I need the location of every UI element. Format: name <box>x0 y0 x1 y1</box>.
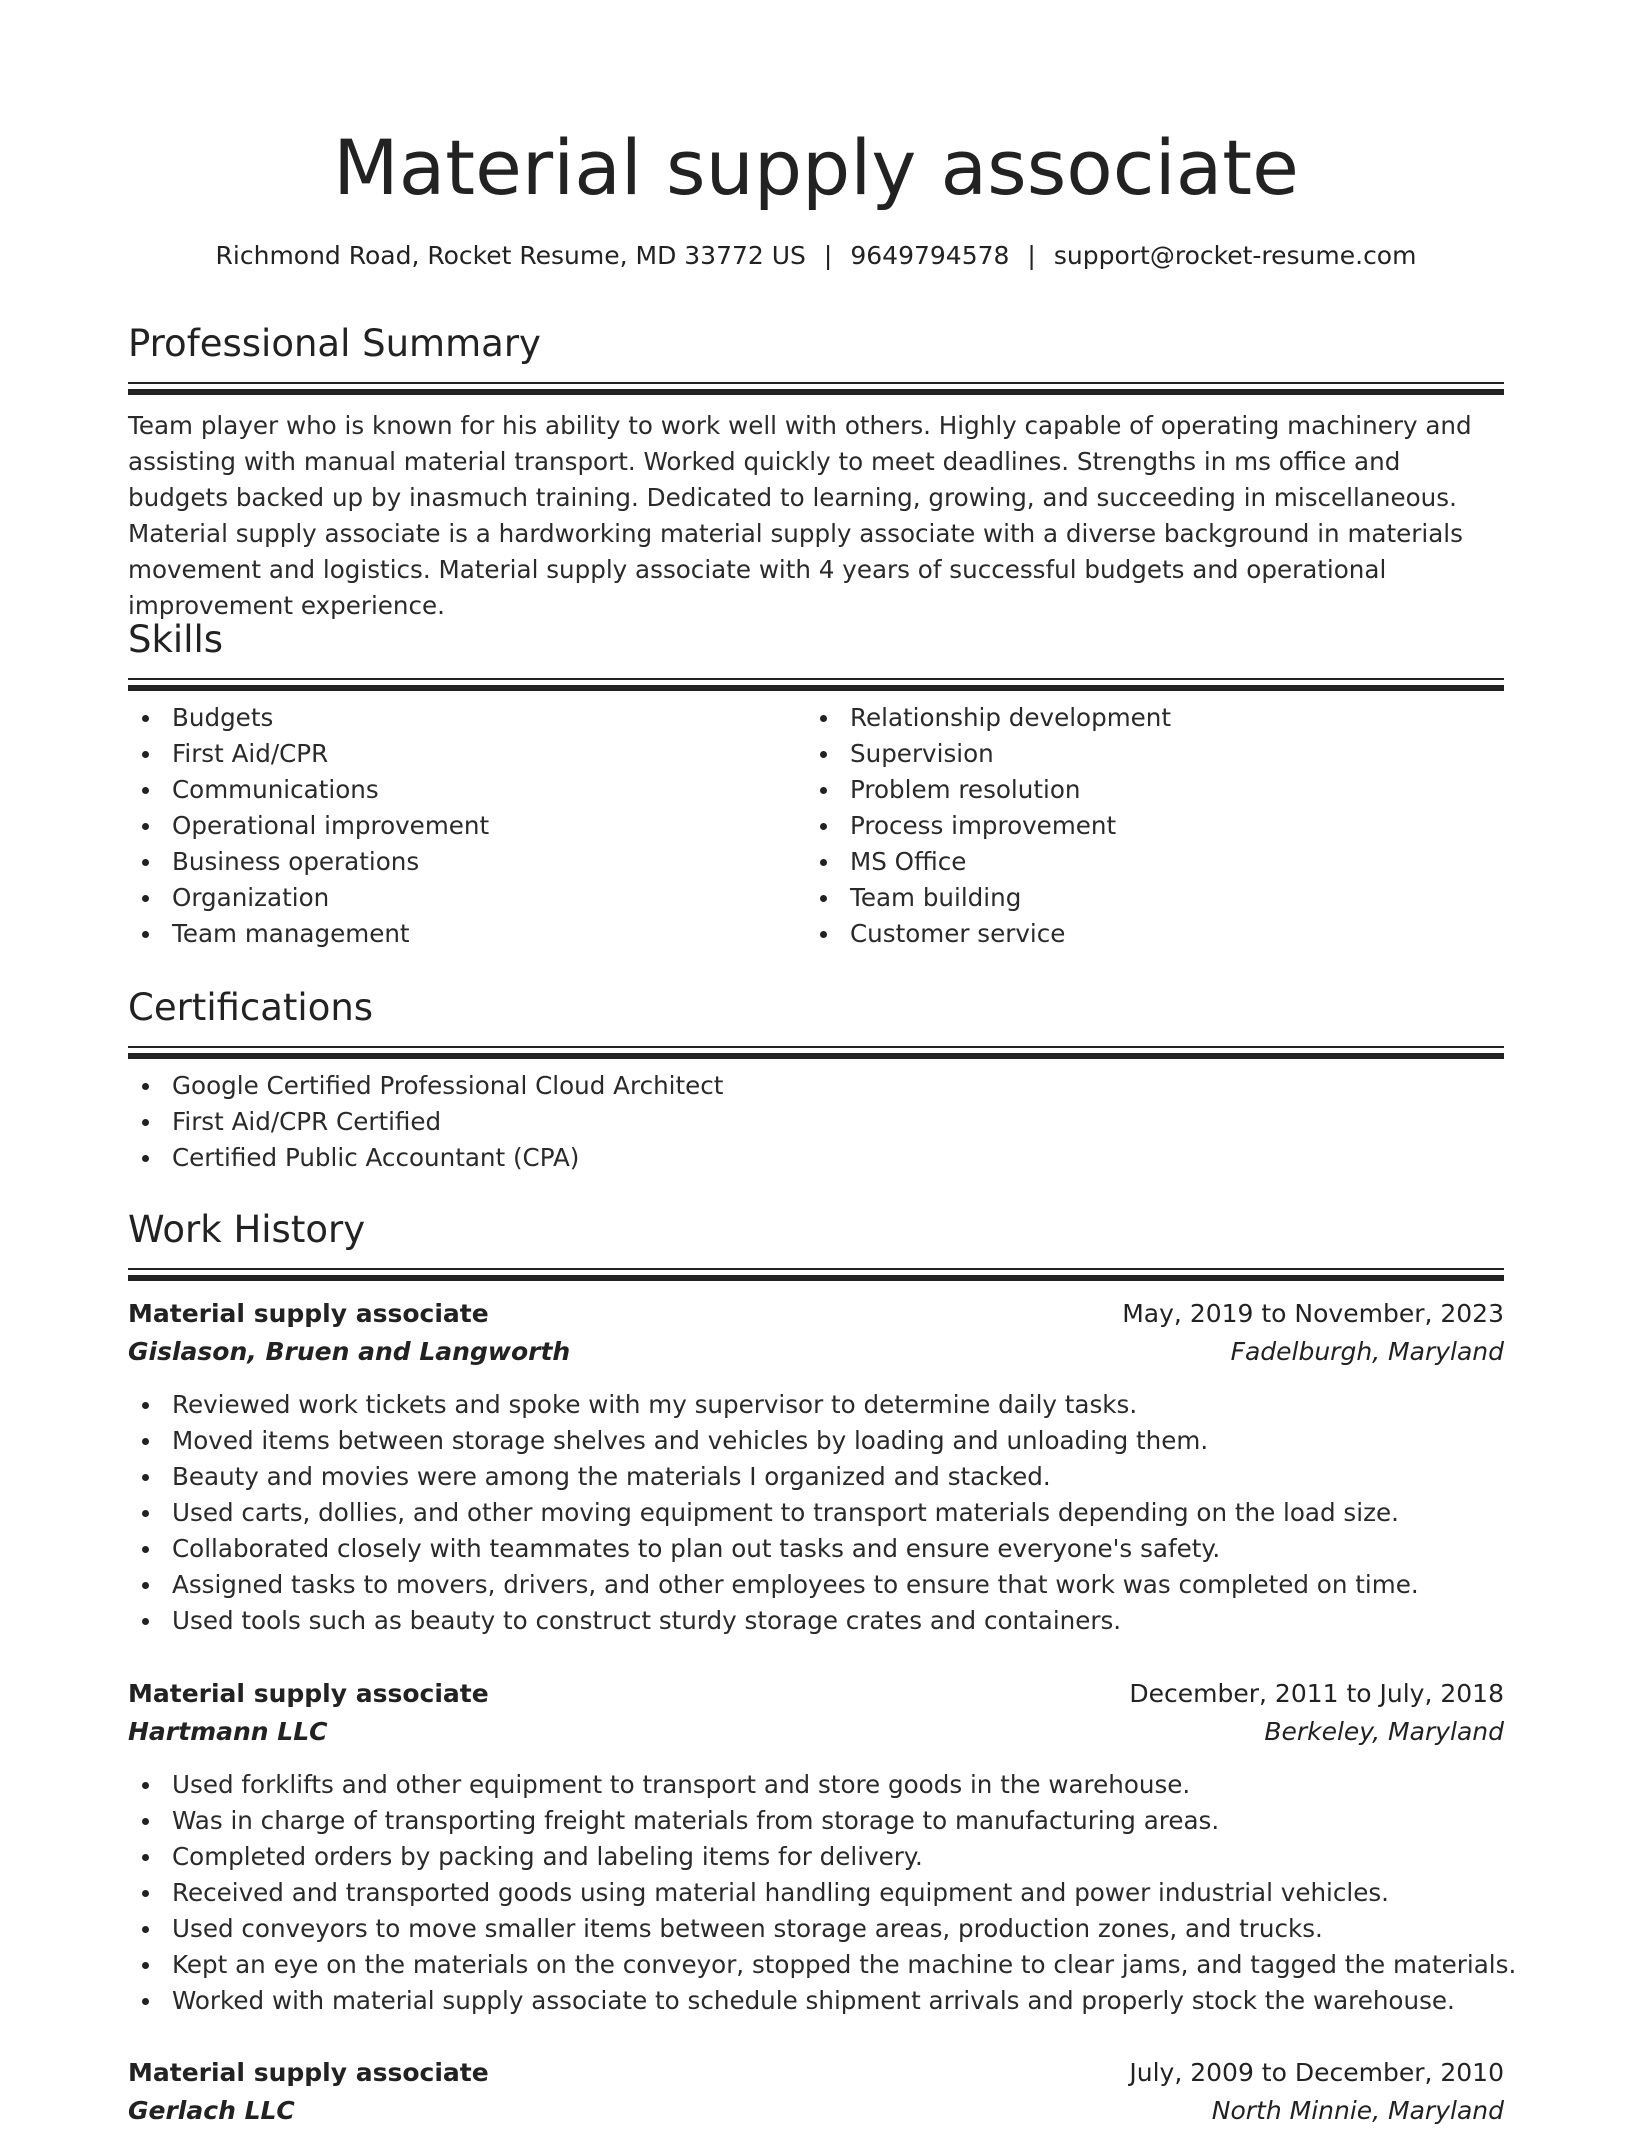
skills-heading: Skills <box>128 618 224 661</box>
job-duty: Kept an eye on the materials on the conveyor, stopped the machine to clear jams, and tagged the materials. <box>128 1947 1504 1983</box>
work-history-heading: Work History <box>128 1208 366 1251</box>
job-entry <box>128 1295 1504 1639</box>
job-duties <box>128 1767 1517 2019</box>
job-entry <box>128 1675 1517 2019</box>
certifications-heading: Certifications <box>128 986 374 1029</box>
job-company-row <box>128 1333 1504 1371</box>
skills-section <box>128 614 1504 952</box>
job-company-row <box>128 2092 1504 2130</box>
contact-separator: | <box>823 241 833 270</box>
job-duty: Used tools such as beauty to construct sturdy storage crates and containers. <box>128 1603 1504 1639</box>
job-title: Material supply associate <box>128 1299 489 1328</box>
skill-item: Communications <box>128 772 806 808</box>
contact-line <box>128 238 1504 274</box>
job-duties <box>128 1387 1504 1639</box>
skill-item: Operational improvement <box>128 808 806 844</box>
job-duty: Worked with material supply associate to schedule shipment arrivals and properly stock the warehouse. <box>128 1983 1504 2019</box>
job-duty: Moved items between storage shelves and vehicles by loading and unloading them. <box>128 1423 1504 1459</box>
skill-item: MS Office <box>806 844 1484 880</box>
job-duty: Completed orders by packing and labeling items for delivery. <box>128 1839 1504 1875</box>
certification-item: Certified Public Accountant (CPA) <box>128 1140 1504 1176</box>
certification-item: Google Certified Professional Cloud Architect <box>128 1068 1504 1104</box>
skill-item: Problem resolution <box>806 772 1484 808</box>
certification-item: First Aid/CPR Certified <box>128 1104 1504 1140</box>
summary-text: Team player who is known for his ability to work well with others. Highly capable of operating machinery and assisting with manual material transport. Worked quickly to meet deadlines. Strengths in ms office and budgets backed up by inasmuch training. Dedicated to learning, growing, and succeeding in miscellaneous. Material supply associate is a hardworking material supply associate with a diverse background in materials movement and logistics. Material supply associate with 4 years of successful budgets and operational improvement experience. <box>128 411 1472 620</box>
job-duty: Used carts, dollies, and other moving equipment to transport materials depending on the load size. <box>128 1495 1504 1531</box>
job-location: North Minnie, Maryland <box>1211 2096 1504 2125</box>
skill-item: Business operations <box>128 844 806 880</box>
job-location: Fadelburgh, Maryland <box>1230 1337 1504 1366</box>
job-company: Hartmann LLC <box>128 1717 328 1746</box>
job-duty: Was in charge of transporting freight materials from storage to manufacturing areas. <box>128 1803 1504 1839</box>
work-history-section <box>128 1204 1504 1280</box>
job-duty: Beauty and movies were among the materials I organized and stacked. <box>128 1459 1504 1495</box>
skill-item: Team building <box>806 880 1484 916</box>
job-title: Material supply associate <box>128 1679 489 1708</box>
job-duty: Assigned tasks to movers, drivers, and other employees to ensure that work was completed on time. <box>128 1567 1504 1603</box>
skills-column-right <box>806 700 1484 952</box>
job-dates: May, 2019 to November, 2023 <box>1122 1299 1504 1328</box>
job-entry <box>128 2054 1504 2130</box>
resume-name: Material supply associate <box>333 123 1299 212</box>
skill-item: Relationship development <box>806 700 1484 736</box>
contact-separator: | <box>1027 241 1036 270</box>
skill-item: Customer service <box>806 916 1484 952</box>
summary-section <box>128 318 1504 624</box>
job-header-row <box>128 2054 1504 2092</box>
contact-email: support@rocket-resume.com <box>1053 241 1417 270</box>
section-divider <box>128 678 1504 690</box>
job-location: Berkeley, Maryland <box>1264 1717 1504 1746</box>
summary-heading: Professional Summary <box>128 322 541 365</box>
skills-column-left <box>128 700 806 952</box>
skill-item: First Aid/CPR <box>128 736 806 772</box>
job-dates: July, 2009 to December, 2010 <box>1129 2058 1504 2087</box>
skill-item: Team management <box>128 916 806 952</box>
job-duty: Received and transported goods using material handling equipment and power industrial vehicles. <box>128 1875 1504 1911</box>
job-dates: December, 2011 to July, 2018 <box>1129 1679 1504 1708</box>
job-duty: Used conveyors to move smaller items between storage areas, production zones, and trucks. <box>128 1911 1504 1947</box>
section-divider <box>128 1046 1504 1058</box>
job-header-row <box>128 1675 1504 1713</box>
job-duty: Collaborated closely with teammates to plan out tasks and ensure everyone's safety. <box>128 1531 1504 1567</box>
skill-item: Budgets <box>128 700 806 736</box>
certifications-section <box>128 982 1504 1176</box>
job-company: Gerlach LLC <box>128 2096 295 2125</box>
job-company: Gislason, Bruen and Langworth <box>128 1337 571 1366</box>
job-duty: Used forklifts and other equipment to transport and store goods in the warehouse. <box>128 1767 1504 1803</box>
skill-item: Process improvement <box>806 808 1484 844</box>
skill-item: Supervision <box>806 736 1484 772</box>
section-divider <box>128 1268 1504 1280</box>
skill-item: Organization <box>128 880 806 916</box>
job-header-row <box>128 1295 1504 1333</box>
job-duty: Reviewed work tickets and spoke with my supervisor to determine daily tasks. <box>128 1387 1504 1423</box>
job-company-row <box>128 1713 1504 1751</box>
section-divider <box>128 382 1504 394</box>
contact-address: Richmond Road, Rocket Resume, MD 33772 US <box>215 241 806 270</box>
skills-columns <box>128 700 1504 952</box>
contact-phone: 9649794578 <box>850 241 1010 270</box>
job-title: Material supply associate <box>128 2058 489 2087</box>
